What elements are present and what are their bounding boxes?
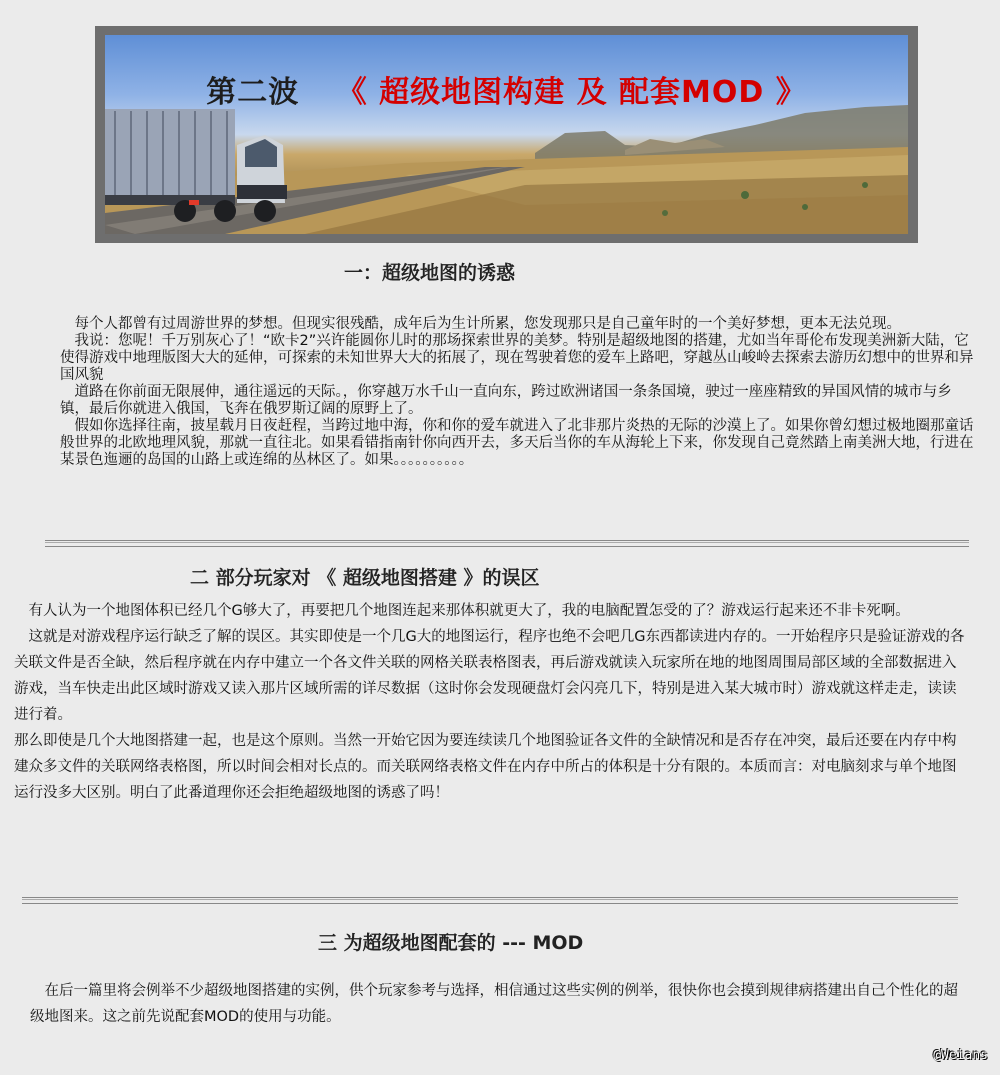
section1-paragraph: 每个人都曾有过周游世界的梦想。但现实很残酷，成年后为生计所累，您发现那只是自己童年时的一个美好梦想，更本无法兑现。 xyxy=(60,316,901,332)
watermark: @Weians xyxy=(933,1048,988,1063)
section2-heading: 二 部分玩家对 《 超级地图搭建 》的误区 xyxy=(190,567,540,589)
section2-body xyxy=(14,598,970,806)
section2-paragraph: 那么即使是几个大地图搭建一起，也是这个原则。当然一开始它因为要连续读几个地图验证各文件的全缺情况和是否存在冲突，最后还要在内存中构建众多文件的关联网络表格图，所以时间会相对长点的。而关联网络表格文件在内存中所占的体积是十分有限的。本质而言：对电脑刻求与单个地图运行没多大区别。明白了此番道理你还会拒绝超级地图的诱惑了吗！ xyxy=(14,733,957,801)
divider-1 xyxy=(45,540,969,547)
banner-title xyxy=(105,67,908,111)
section1-heading: 一：超级地图的诱惑 xyxy=(344,262,516,284)
section1-paragraph: 假如你选择往南，披星载月日夜赶程，当跨过地中海，你和你的爱车就进入了北非那片炎热的无际的沙漠上了。如果你曾幻想过极地圈那童话般世界的北欧地理风貌，那就一直往北。如果看错指南针你向西开去，多天后当你的车从海轮上下来，你发现自己竟然踏上南美洲大地，行进在某景色迤逦的岛国的山路上或连绵的丛林区了。如果。。。。。。。。。。 xyxy=(60,418,974,468)
section1-paragraph: 我说：您呢！千万别灰心了！“欧卡2”兴许能圆你儿时的那场探索世界的美梦。特别是超级地图的搭建，尤如当年哥伦布发现美洲新大陆，它使得游戏中地理版图大大的延伸，可探索的未知世界大大的拓展了，现在驾驶着您的爱车上路吧，穿越丛山峻岭去探索去游历幻想中的世界和异国风貌 xyxy=(60,333,974,383)
section1-body xyxy=(60,316,974,469)
section3-paragraph: 在后一篇里将会例举不少超级地图搭建的实例，供个玩家参考与选择，相信通过这些实例的例举，很快你也会摸到规律病搭建出自己个性化的超级地图来。这之前先说配套MOD的使用与功能。 xyxy=(30,983,958,1025)
banner-title-prefix: 第二波 xyxy=(206,75,300,110)
desert-road-scene xyxy=(105,35,908,234)
banner-title-main: 《 超级地图构建 及 配套MOD 》 xyxy=(336,75,807,110)
section2-paragraph: 这就是对游戏程序运行缺乏了解的误区。其实即使是一个几G大的地图运行，程序也绝不会吧几G东西都读进内存的。一开始程序只是验证游戏的各关联文件是否全缺，然后程序就在内存中建立一个各文件关联的网格关联表格图表，再后游戏就读入玩家所在地的地图周围局部区域的全部数据进入游戏，当车快走出此区域时游戏又读入那片区域所需的详尽数据（这时你会发现硬盘灯会闪亮几下，特别是进入某大城市时）游戏就这样走走，读读进行着。 xyxy=(14,629,965,723)
section1-paragraph: 道路在你前面无限展伸，通往遥远的天际。，你穿越万水千山一直向东，跨过欧洲诸国一条条国境，驶过一座座精致的异国风情的城市与乡镇，最后你就进入俄国，飞奔在俄罗斯辽阔的原野上了。 xyxy=(60,384,952,417)
section3-heading: 三 为超级地图配套的 --- MOD xyxy=(318,932,584,954)
section3-body xyxy=(30,978,970,1030)
divider-2 xyxy=(22,897,958,904)
banner-image xyxy=(105,35,908,234)
banner-frame xyxy=(95,26,918,243)
section2-paragraph: 有人认为一个地图体积已经几个G够大了，再要把几个地图连起来那体积就更大了，我的电脑配置怎受的了？游戏运行起来还不非卡死啊。 xyxy=(14,603,910,619)
